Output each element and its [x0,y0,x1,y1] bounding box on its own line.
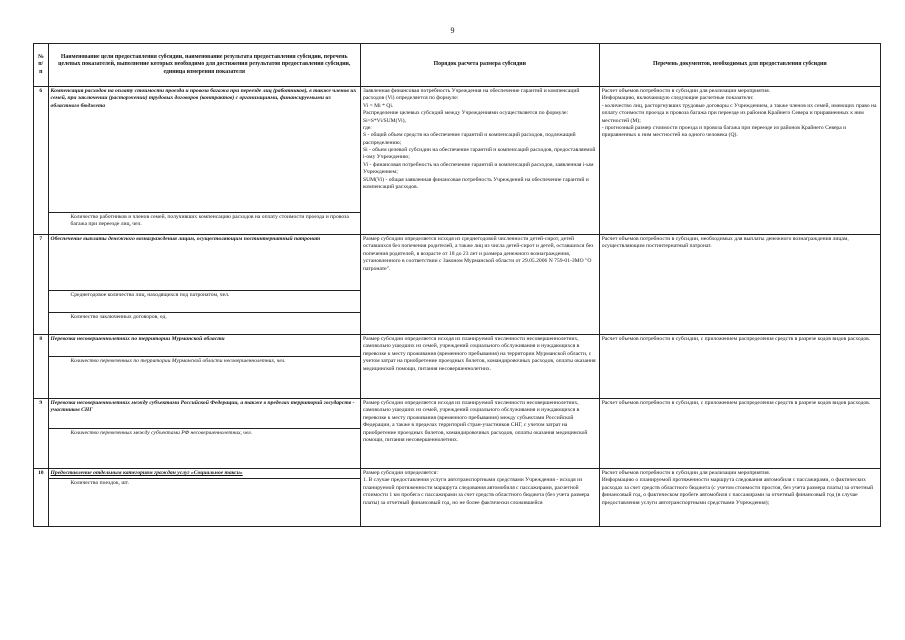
docs-line: - прогнозный размер стоимости проезда и провоза багажа при переезде из районов Крайнего Севера и приравненных к ним местностей на одного человека (Q). [601,124,847,139]
docs-cell: Расчет объемов потребности в субсидии, необходимых для выплаты денежного вознаграждения лицам, осуществляющим постинтернатный патронат. [599,235,880,335]
docs-line: Расчет объемов потребности в субсидии для реализации мероприятия. [601,88,771,94]
row-number: 6 [34,87,49,235]
header-goal: Наименование цели предоставления субсидии, наименование результата предоставления субсидии, перечень целевых показателей, выполнение которых необходимо для достижения результатов предоставления субсидии, единица измерения показателя [48,44,360,87]
subsidy-table [33,43,881,527]
docs-line: - количество лиц, расторгнувших трудовые договоры с Учреждением, а также членов их семей, имеющих право на оплату стоимости проезда и провоза багажа при переезде из районов Крайнего Севера и приравненных к ним местностей (М); [601,102,877,124]
header-calc: Порядок расчета размера субсидии [360,44,599,87]
indicator-cell: Количество перевезенных по территории Мурманской области несовершеннолетних, чел. [48,357,360,399]
table-row [34,399,881,429]
calc-cell: Размер субсидии определяется исходя из планируемой численности несовершеннолетних, самовольно ушедших из семей, учреждений социального обслуживания и нуждающихся в перевозке к месту проживания (временного пребывания) между субъектами Российской Федерации, а также в пределах территорий стран-участников СНГ, с учетом затрат на приобретение проездных билетов, командировочных расходов, оплаты оказания медицинской помощи, питания несовершеннолетних. [360,399,599,469]
indicator-cell: Количество работников и членов семей, получивших компенсацию расходов на оплату стоимости проезда и провоза багажа при переезде лиц, чел. [48,213,360,235]
table-row [34,87,881,213]
page-number: 9 [450,26,455,35]
calc-line: S - общий объем средств на обеспечение гарантий и компенсаций расходов, подлежащий распределению; [362,132,576,146]
table-header-row [34,44,881,87]
docs-line: Расчет объемов потребности в субсидии для реализации мероприятия. [601,470,771,476]
calc-line: SUM(Vi) - общая заявленная финансовая потребность Учреждений на обеспечение гарантий и компенсаций расходов. [362,176,589,190]
header-docs: Перечень документов, необходимых для предоставления субсидии [599,44,880,87]
calc-cell: Размер субсидии определяется исходя из планируемой численности несовершеннолетних, самовольно ушедших из семей, учреждений социального обслуживания и нуждающихся в перевозке к месту проживания (временного пребывания) на территории Мурманской области, с учетом затрат на приобретение проездных билетов, командировочных расходов, оплаты оказания медицинской помощи, питания несовершеннолетних. [360,335,599,399]
docs-line: Информацию, включающую следующие расчетные показатели: [601,95,754,102]
indicator-cell: Среднегодовое количество лиц, находящихся под патронатом, чел. [48,291,360,313]
calc-line: Распределение целевых субсидий между Учреждениями осуществляется по формуле: Si=S*Vi/SUM(Vi), [362,110,569,124]
header-num: № п/п [34,44,49,87]
docs-cell: Расчет объемов потребности в субсидии, с приложением распределения средств в разрезе кодов видов расходов. [599,399,880,469]
calc-line: Vi - финансовая потребность на обеспечение гарантий и компенсаций расходов, заявленная i-ым Учреждением; [362,161,594,176]
row-number: 10 [34,469,49,527]
indicator-cell: Количество перевезенных между субъектами РФ несовершеннолетних, чел. [48,429,360,469]
table-row [34,335,881,357]
goal-cell: Перевозка несовершеннолетних между субъектами Российской Федерации, а также в пределах территорий государств - участников СНГ [48,399,360,429]
calc-line: 1. В случае предоставления услуги автотранспортными средствами Учреждения - исходя из планируемой протяженности маршрута следования автомобиля с пассажирами, расчетной стоимости 1 км пробега с пассажирами за счет средств областного бюджета (без учета размера платы) за отчетный финансовый год, но не более фактически сложившейся [362,477,590,506]
table-row [34,235,881,291]
docs-cell [599,469,880,527]
row-number: 7 [34,235,49,335]
indicator-cell: Количество заключенных договоров, ед. [48,313,360,335]
calc-cell: Размер субсидии определяется исходя из среднегодовой численности детей-сирот, детей оставшихся без попечения родителей, а также лиц из числа детей-сирот и детей, оставшихся без попечения родителей, в возрасте от 18 до 23 лет и размера денежного вознаграждения, установленного в соответствии с Законом Мурманской области от 29.05.2006 N 759-01-ЗМО "О патронате". [360,235,599,335]
calc-line: Vi = Mi * Qi. [362,102,394,109]
calc-cell [360,469,599,527]
calc-line: Заявленная финансовая потребность Учреждения на обеспечение гарантий и компенсаций расходов (Vi) определяется по формуле: [362,88,580,102]
calc-line: где: [362,124,372,131]
row-number: 9 [34,399,49,469]
indicator-cell: Количество поездок, шт. [48,479,360,527]
goal-cell: Перевозка несовершеннолетних по территории Мурманской области [48,335,360,357]
calc-line: Si - объем целевой субсидии на обеспечение гарантий и компенсаций расходов, предоставляемой i-ому Учреждению; [362,147,596,161]
calc-line: Размер субсидии определяется: [362,470,438,476]
goal-cell: Предоставление отдельным категориям граждан услуг «Социальное такси» [48,469,360,479]
row-number: 8 [34,335,49,399]
goal-cell: Компенсация расходов на оплату стоимости проезда и провоза багажа при переезде лиц (работников), в также членов их семей, при заключении (расторжении) трудовых договоров (контрактов) с организациями, финансируемыми из областного бюджета [48,87,360,213]
calc-cell [360,87,599,235]
docs-line: Информацию о планируемой протяженности маршрута следования автомобиля с пассажирами, о фактических расходах за счет средств областного бюджета (с учетом стоимости простоя, без учета размера платы) за отчетный финансовый год, о фактическом пробеге автомобиля с пассажирами за отчетный финансовый год (в случае предоставления услуги автотранспортными средствами Учреждения); [601,477,874,506]
goal-cell: Обеспечение выплаты денежного вознаграждения лицам, осуществляющим постинтернатный патронат [48,235,360,291]
table-row [34,469,881,479]
docs-cell: Расчет объемов потребности в субсидии, с приложением распределения средств в разрезе кодов видов расходов. [599,335,880,399]
docs-cell [599,87,880,235]
